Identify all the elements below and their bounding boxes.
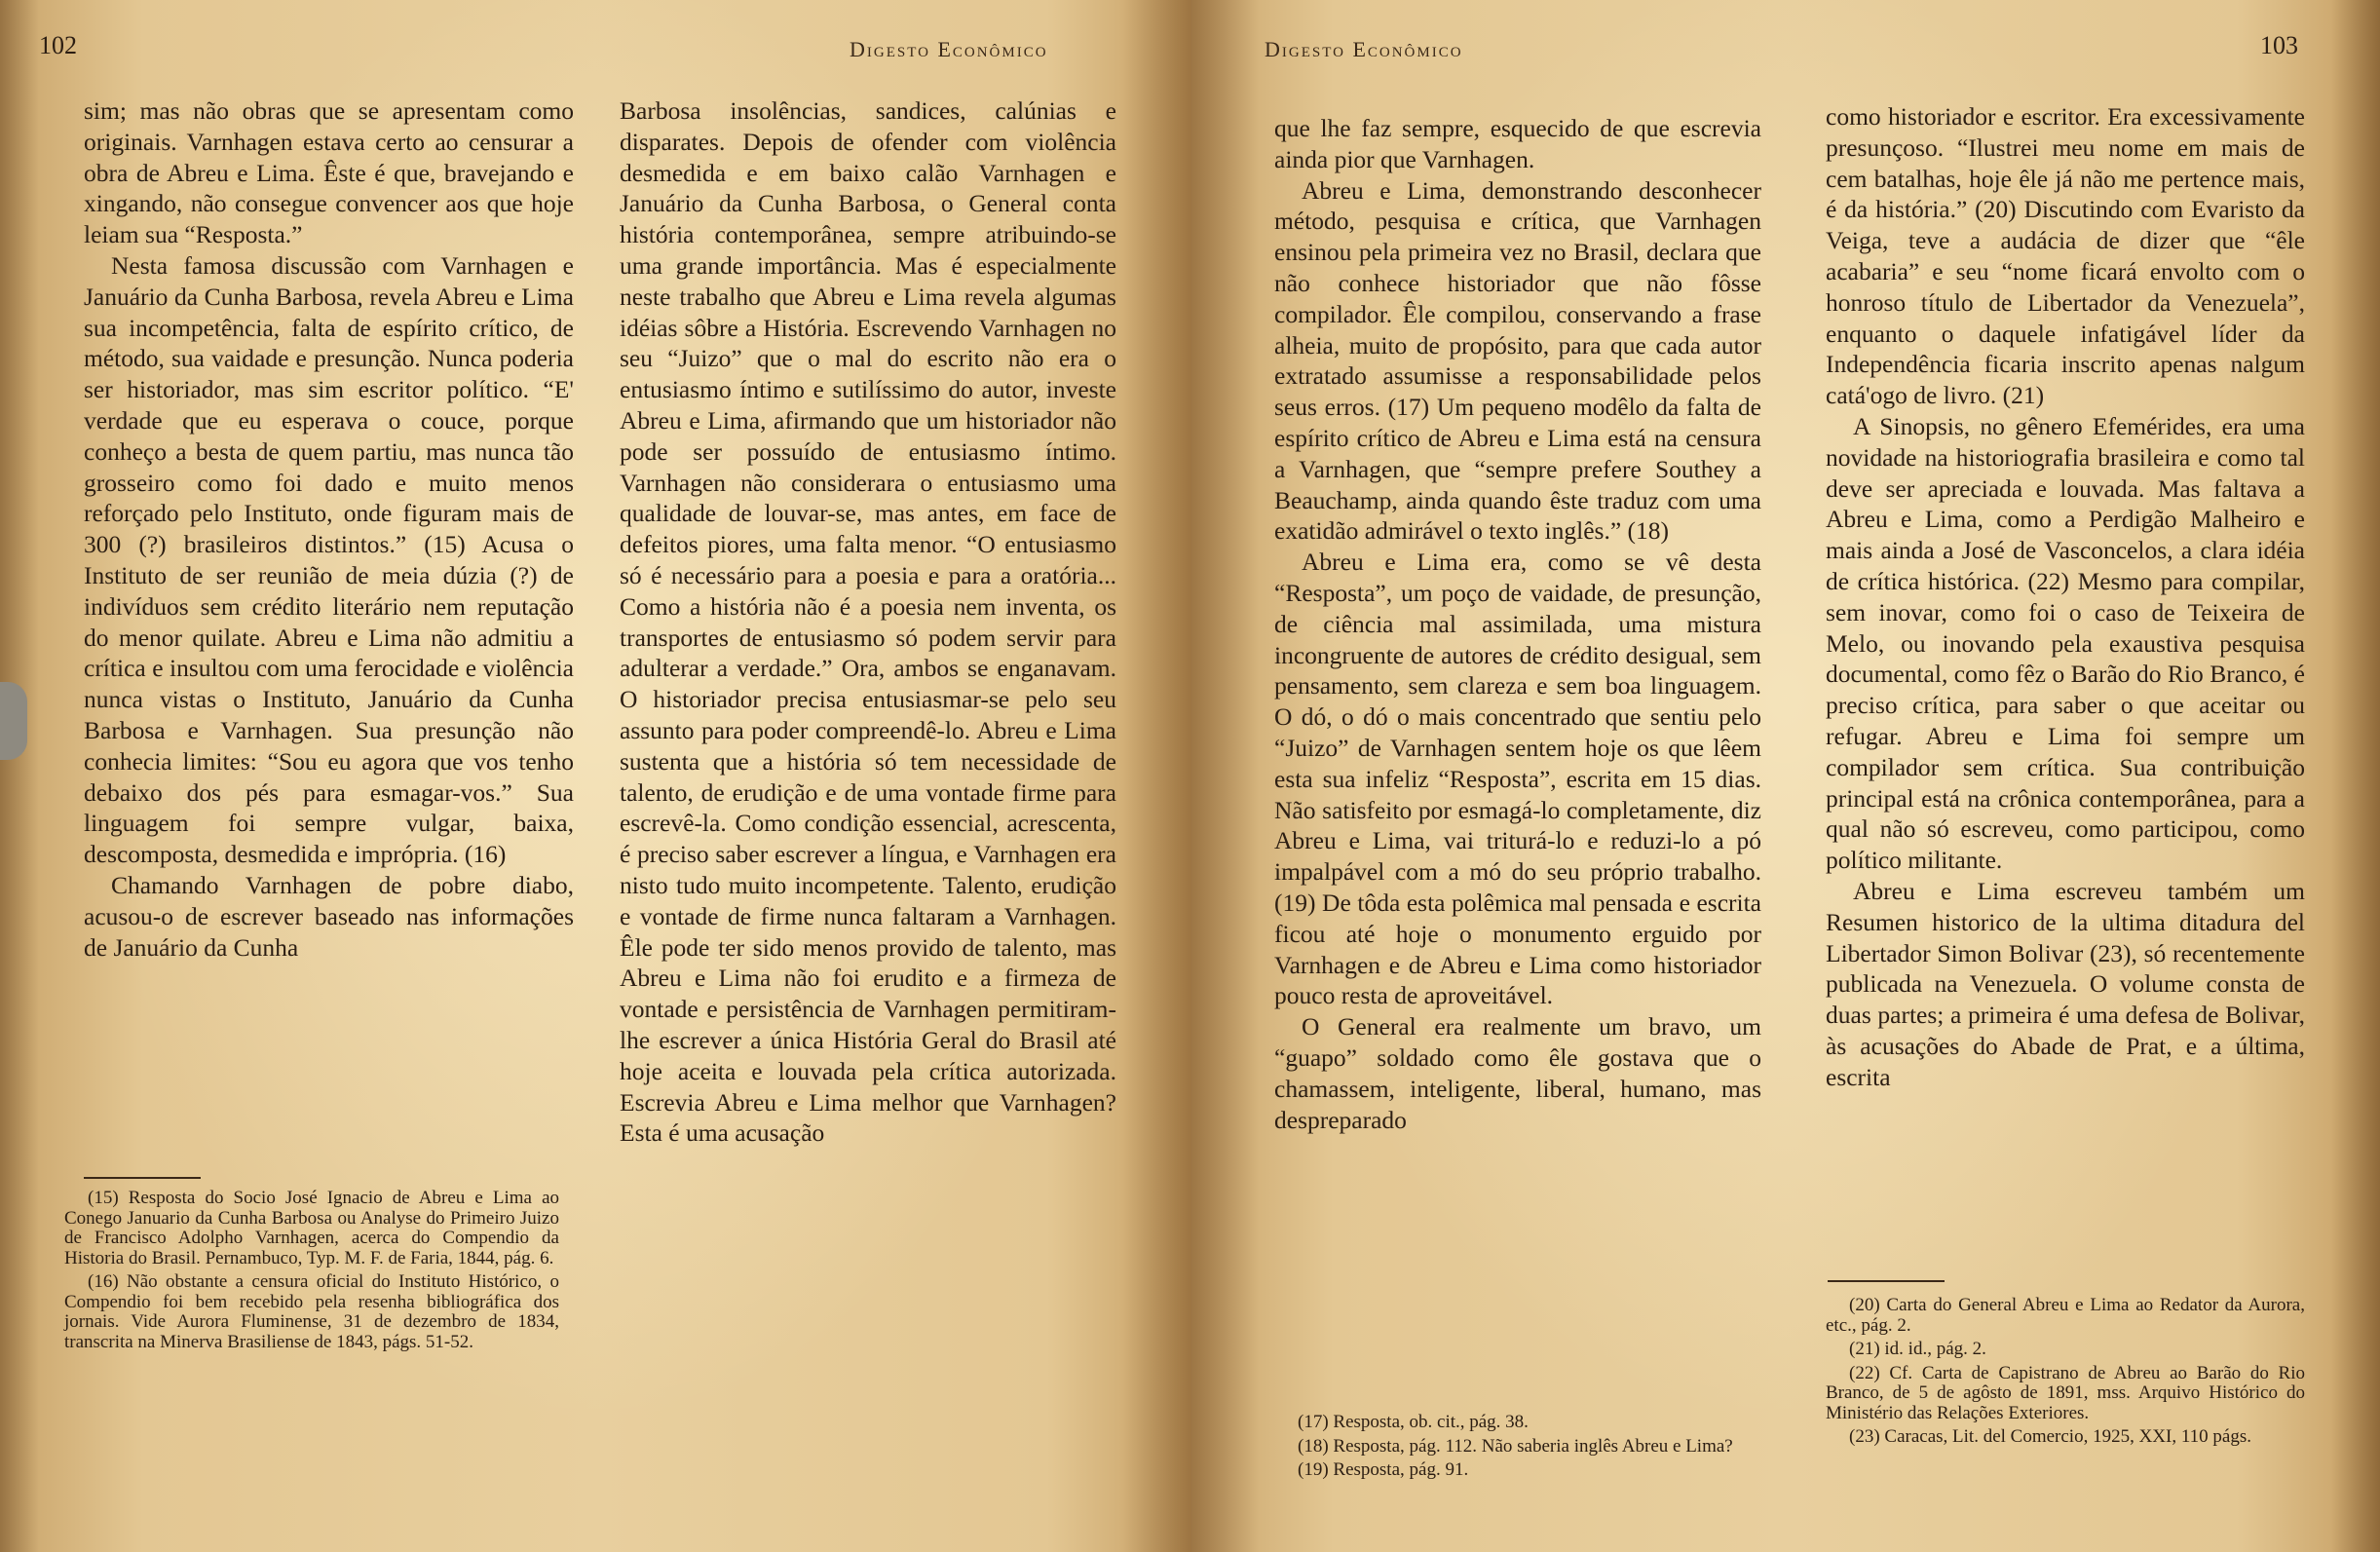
running-head-left: Digesto Econômico: [850, 37, 1048, 61]
page-number-right: 103: [2260, 31, 2298, 59]
footnote-rule: [84, 1177, 201, 1179]
right-footnotes-left: [1274, 1413, 1752, 1485]
paragraph: O General era realmente um bravo, um “guapo” soldado como êle gostava que o chamassem, inteligente, liberal, humano, mas despreparado: [1274, 1012, 1761, 1134]
right-footnotes-right: [1826, 1296, 2305, 1452]
left-column-2: [620, 95, 1116, 1149]
paragraph: Barbosa insolências, sandices, calúnias e disparates. Depois de ofender com violência desmedida e em baixo calão Varnhagen e Januário da Cunha Barbosa, o General conta história contemporânea, sempre atribuindo-se uma grande importância. Mas é especialmente neste trabalho que Abreu e Lima revela algumas idéias sôbre a História. Escrevendo Varnhagen no seu “Juizo” que o mal do escrito não era o entusiasmo íntimo e sutilíssimo do autor, investe Abreu e Lima, afirmando que um historiador não pode ser possuído de entusiasmo íntimo. Varnhagen não considerara o entusiasmo uma qualidade de louvar-se, mas antes, em face de defeitos piores, uma falta menor. “O entusiasmo só é necessário para a poesia e para a oratória... Como a história não é a poesia nem inventa, os transportes de entusiasmo só podem servir para adulterar a verdade.” Ora, ambos se enganavam. O historiador precisa entusiasmar-se pelo seu assunto para poder compreendê-lo. Abreu e Lima sustenta que a história só tem necessidade de talento, de erudição e de uma vontade firme para escrevê-la. Como condição essencial, acrescenta, é preciso saber escrever a língua, e Varnhagen era nisto tudo muito incompetente. Talento, erudição e vontade de firme nunca faltaram a Varnhagen. Êle pode ter sido menos provido de talento, mas Abreu e Lima não foi erudito e a firmeza de vontade e persistência de Varnhagen permitiram-lhe escrever a única História Geral do Brasil até hoje aceita e louvada pela crítica autorizada. Escrevia Abreu e Lima melhor que Varnhagen? Esta é uma acusação: [620, 96, 1116, 1148]
footnote: (23) Caracas, Lit. del Comercio, 1925, XXI, 110 págs.: [1849, 1426, 2251, 1447]
paragraph: Chamando Varnhagen de pobre diabo, acusou-o de escrever baseado nas informações de Januário da Cunha: [84, 870, 574, 962]
paragraph: Abreu e Lima escreveu também um Resumen historico de la ultima ditadura del Libertador Simon Bolivar (23), só recentemente publicada na Venezuela. O volume consta de duas partes; a primeira é uma defesa de Bolivar, às acusações do Abade de Prat, e a última, escrita: [1826, 876, 2305, 1091]
paragraph: Abreu e Lima era, como se vê desta “Resposta”, um poço de vaidade, de presunção, de ciência mal assimilada, uma mistura incongruente de autores de crédito desigual, sem pensamento, sem clareza e sem boa linguagem. O dó, o dó o mais concentrado que sentiu pelo “Juizo” de Varnhagen sentem hoje os que lêem esta sua infeliz “Resposta”, escrita em 15 dias. Não satisfeito por esmagá-lo completamente, diz Abreu e Lima, vai triturá-lo e reduzi-lo a pó impalpável com a mó do seu próprio trabalho. (19) De tôda esta polêmica mal pensada e escrita ficou até hoje o monumento erguido por Varnhagen e de Abreu e Lima como historiador pouco resta de aproveitável.: [1274, 548, 1761, 1010]
paragraph: Abreu e Lima, demonstrando desconhecer método, pesquisa e crítica, que Varnhagen ensinou pela primeira vez no Brasil, declara que não conhece historiador que não fôsse compilador. Êle compilou, conservando a frase alheia, muito de propósito, para que cada autor extratado assumisse a responsabilidade pelos seus erros. (17) Um pequeno modêlo da falta de espírito crítico de Abreu e Lima está na censura a Varnhagen, que “sempre prefere Southey a Beauchamp, ainda quando êste traduz com uma exatidão admirável o texto inglês.” (18): [1274, 175, 1761, 546]
footnote: (18) Resposta, pág. 112. Não saberia inglês Abreu e Lima?: [1298, 1435, 1733, 1457]
footnote: (15) Resposta do Socio José Ignacio de Abreu e Lima ao Conego Januario da Cunha Barbosa ou Analyse do Primeiro Juizo de Francisco Adolpho Varnhagen, acerca do Compendio da Historia do Brasil. Pernambuco, Typ. M. F. de Faria, 1844, pág. 6.: [64, 1188, 559, 1268]
footnote-rule: [1828, 1280, 1945, 1282]
right-page: [1190, 0, 2380, 1552]
paragraph: como historiador e escritor. Era excessivamente presunçoso. “Ilustrei meu nome em mais de cem batalhas, hoje êle já não me pertence mais, é da história.” (20) Discutindo com Evaristo da Veiga, teve a audácia de dizer que “êle acabaria” e seu “nome ficará envolto com o honroso título de Libertador da Venezuela”, enquanto o daquele infatigável líder da Independência ficaria inscrito apenas nalgum catá'ogo de livro. (21): [1826, 102, 2305, 410]
footnote: (19) Resposta, pág. 91.: [1298, 1459, 1469, 1480]
footnote: (20) Carta do General Abreu e Lima ao Redator da Aurora, etc., pág. 2.: [1826, 1295, 2305, 1336]
left-footnotes: [64, 1189, 559, 1356]
page-tab-marker: [0, 682, 27, 760]
left-column-1: [84, 95, 574, 963]
footnote: (21) id. id., pág. 2.: [1849, 1339, 1986, 1359]
paragraph: Nesta famosa discussão com Varnhagen e Januário da Cunha Barbosa, revela Abreu e Lima sua incompetência, falta de espírito crítico, de método, sua vaidade e presunção. Nunca poderia ser historiador, mas sim escritor político. “E' verdade que eu esperava o couce, porque conheço a besta de quem partiu, mas nunca tão grosseiro como foi dado e muito menos reforçado pelo Instituto, onde figuram mais de 300 (?) brasileiros distintos.” (15) Acusa o Instituto de ser reunião de meia dúzia (?) de indivíduos sem crédito literário nem reputação do menor quilate. Abreu e Lima não admitiu a crítica e insultou com uma ferocidade e violência nunca vistas o Instituto, Januário da Cunha Barbosa e Varnhagen. Sua presunção não conhecia limites: “Sou eu agora que vos tenho debaixo dos pés para esmagar-vos.” Sua linguagem foi sempre vulgar, baixa, descomposta, desmedida e imprópria. (16): [84, 250, 574, 869]
footnote: (22) Cf. Carta de Capistrano de Abreu ao Barão do Rio Branco, de 5 de agôsto de 1891, mss. Arquivo Histórico do Ministério das Relações Exteriores.: [1826, 1362, 2305, 1423]
paragraph: sim; mas não obras que se apresentam como originais. Varnhagen estava certo ao censurar a obra de Abreu e Lima. Êste é que, bravejando e xingando, não consegue convencer aos que hoje leiam sua “Resposta.”: [84, 96, 574, 249]
right-column-2: [1826, 101, 2305, 1093]
paragraph: A Sinopsis, no gênero Efemérides, era uma novidade na historiografia brasileira e como tal deve ser apreciada e louvada. Mas faltava a Abreu e Lima, como a Perdigão Malheiro e mais ainda a José de Vasconcelos, a clara idéia de crítica histórica. (22) Mesmo para compilar, sem inovar, como foi o caso de Teixeira de Melo, ou inovando pela exaustiva pesquisa documental, como fêz o Barão do Rio Branco, é preciso crítica, para saber o que aceitar ou refugar. Abreu e Lima foi sempre um compilador sem crítica. Sua contribuição principal está na crônica contemporânea, para a qual não só escreveu, como participou, como político militante.: [1826, 411, 2305, 875]
footnote: (17) Resposta, ob. cit., pág. 38.: [1298, 1412, 1529, 1432]
paragraph: que lhe faz sempre, esquecido de que escrevia ainda pior que Varnhagen.: [1274, 114, 1761, 173]
right-column-1: [1274, 113, 1761, 1135]
running-head-right: Digesto Econômico: [1265, 37, 1463, 61]
page-number-left: 102: [39, 31, 77, 59]
footnote: (16) Não obstante a censura oficial do Instituto Histórico, o Compendio foi bem recebido pela resenha bibliográfica dos jornais. Vide Aurora Fluminense, 31 de dezembro de 1834, transcrita na Minerva Brasiliense de 1843, págs. 51-52.: [64, 1271, 559, 1352]
